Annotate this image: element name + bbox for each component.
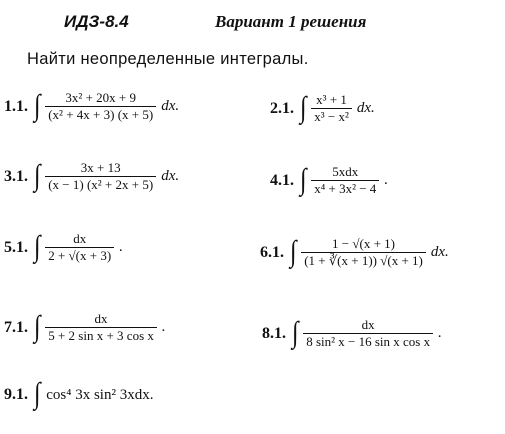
variant-title: Вариант 1 решения xyxy=(215,12,367,31)
integral-sign: ∫ xyxy=(291,315,299,349)
fraction xyxy=(45,231,114,264)
problem-6-1 xyxy=(260,236,449,269)
fraction xyxy=(45,90,156,123)
differential: dx. xyxy=(356,100,375,116)
problem-number: 9.1. xyxy=(4,386,28,403)
problem-8-1 xyxy=(262,317,442,350)
fraction xyxy=(45,160,156,193)
numerator: dx xyxy=(73,231,87,246)
integral-sign: ∫ xyxy=(33,229,41,263)
task-statement: Найти неопределенные интегралы. xyxy=(27,50,309,68)
problem-number: 5.1. xyxy=(4,238,28,256)
problem-7-1 xyxy=(4,311,166,344)
problem-5-1 xyxy=(4,231,123,264)
integrand-expression: cos⁴ 3x sin² 3xdx. xyxy=(46,386,154,403)
denominator: 8 sin² x − 16 sin x cos x xyxy=(303,333,433,350)
period: . xyxy=(161,319,166,335)
integral-sign: ∫ xyxy=(33,88,41,122)
integral-sign: ∫ xyxy=(289,234,297,268)
differential: dx. xyxy=(161,98,180,114)
fraction xyxy=(303,317,433,350)
document-id: ИДЗ-8.4 xyxy=(64,12,129,31)
problem-number: 8.1. xyxy=(262,324,286,342)
numerator: 3x² + 20x + 9 xyxy=(65,90,136,105)
numerator: 1 − √(x + 1) xyxy=(332,236,396,251)
denominator: (x − 1) (x² + 2x + 5) xyxy=(45,176,156,193)
integral-sign: ∫ xyxy=(33,377,41,410)
denominator: 2 + √(x + 3) xyxy=(45,247,114,264)
differential: dx. xyxy=(161,168,180,184)
fraction xyxy=(45,311,157,344)
integral-sign: ∫ xyxy=(299,90,307,124)
denominator: x⁴ + 3x² − 4 xyxy=(311,180,379,197)
numerator: 3x + 13 xyxy=(80,160,121,175)
problem-number: 1.1. xyxy=(4,97,28,115)
period: . xyxy=(438,325,442,341)
integral-sign: ∫ xyxy=(299,162,307,196)
problem-number: 6.1. xyxy=(260,243,284,261)
problem-9-1 xyxy=(4,377,154,410)
problem-number: 4.1. xyxy=(270,171,294,189)
denominator: (1 + ∛(x + 1)) √(x + 1) xyxy=(301,252,426,269)
problem-number: 7.1. xyxy=(4,318,28,336)
fraction xyxy=(311,92,352,125)
integral-sign: ∫ xyxy=(33,309,41,343)
fraction xyxy=(311,164,379,197)
differential: dx. xyxy=(430,244,449,260)
problem-3-1 xyxy=(4,160,179,193)
problem-number: 2.1. xyxy=(270,99,294,117)
numerator: x³ + 1 xyxy=(316,92,347,107)
problem-1-1 xyxy=(4,90,179,123)
denominator: 5 + 2 sin x + 3 cos x xyxy=(45,327,157,344)
numerator: 5xdx xyxy=(332,164,359,179)
denominator: (x² + 4x + 3) (x + 5) xyxy=(45,106,156,123)
problem-4-1 xyxy=(270,164,388,197)
period: . xyxy=(384,172,389,188)
problem-number: 3.1. xyxy=(4,167,28,185)
integral-sign: ∫ xyxy=(33,158,41,192)
period: . xyxy=(119,239,123,255)
numerator: dx xyxy=(361,317,375,332)
denominator: x³ − x² xyxy=(311,108,352,125)
numerator: dx xyxy=(94,311,108,326)
problem-2-1 xyxy=(270,92,375,125)
fraction xyxy=(301,236,426,269)
